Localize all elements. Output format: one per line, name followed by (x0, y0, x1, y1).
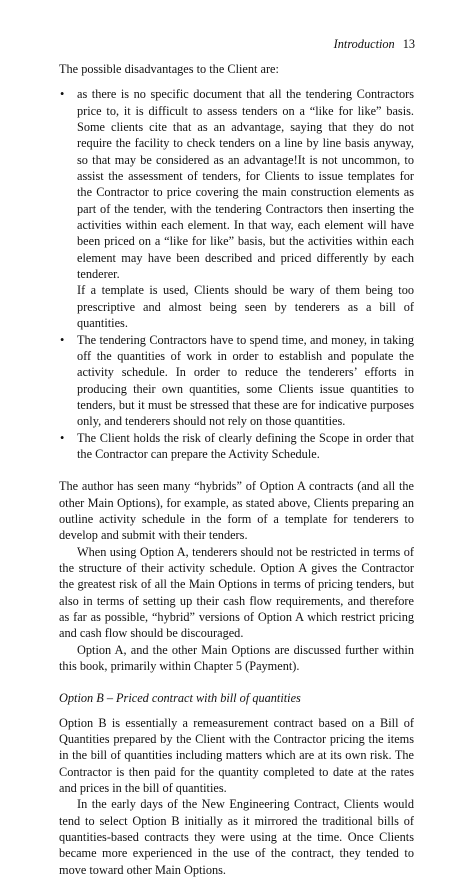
disadvantages-list (59, 86, 414, 462)
section-subheading: Option B – Priced contract with bill of quantities (59, 691, 301, 706)
bullet-icon: • (60, 332, 65, 347)
running-head-title: Introduction (333, 37, 395, 51)
list-item-text: as there is no specific document that all the tendering Contractors price to, it is difficult to assess tenders on a “like for like” basis. Some clients cite that as an advantage, saying that they do not require the facility to check tenders on a line by line basis anyway, so that may be considered as an advantage!It is not uncommon, to assist the assessment of tenders, for Clients to issue templates for the Contractor to price covering the main construction elements as part of the tender, with the tendering Contractors then inserting the activities within each element. In that way, each element will have been priced on a “like for like” basis, but the activities within each element may have been described and priced differently by each tenderer. (77, 87, 414, 282)
page-body (59, 61, 414, 878)
list-item-text: The Client holds the risk of clearly defining the Scope in order that the Contractor can prepare the Activity Schedule. (77, 430, 414, 461)
body-paragraph: Option B is essentially a remeasurement contract based on a Bill of Quantities prepared by the Client with the Contractor pricing the items in the bill of quantities including matters which are at its own risk. The Contractor is then paid for the quantity completed to date at the rates and prices in the bill of quantities. (59, 715, 414, 796)
option-b-discussion (59, 715, 414, 878)
page-number: 13 (402, 37, 415, 51)
body-paragraph: When using Option A, tenderers should not be restricted in terms of the structure of their activity schedule. Option A gives the Contractor the greatest risk of all the Main Options in terms of pricing tenders, but also in terms of setting up their cash flow requirements, and therefore as far as possible, “hybrid” versions of Option A which restrict pricing and cash flow should be discouraged. (59, 544, 414, 641)
list-item-text: The tendering Contractors have to spend time, and money, in taking off the quantities of work in order to establish and populate the activity schedule. In order to reduce the tenderers’ efforts in producing their own quantities, some Clients issue quantities to tenders, but it must be stressed that these are for indicative purposes only, and tenderers should not rely on those quantities. (77, 332, 414, 429)
list-item (59, 430, 414, 463)
list-item-note: If a template is used, Clients should be wary of them being too prescriptive and almost being seen by tenderers as a bill of quantities. (77, 283, 414, 331)
body-paragraph: In the early days of the New Engineering Contract, Clients would tend to select Option B initially as it mirrored the traditional bills of quantities-based contracts they were using at the time. Once Clients became more experienced in the use of the contract, they tended to move toward other Main Options. (59, 797, 414, 877)
option-a-discussion (59, 478, 414, 674)
list-item (59, 332, 414, 430)
bullet-icon: • (60, 430, 65, 445)
body-paragraph: Option A, and the other Main Options are discussed further within this book, primarily within Chapter 5 (Payment). (59, 642, 414, 674)
list-item (59, 86, 414, 331)
bullet-icon: • (60, 87, 65, 102)
intro-paragraph: The possible disadvantages to the Client are: (59, 62, 279, 76)
running-head (334, 37, 415, 51)
body-paragraph: The author has seen many “hybrids” of Option A contracts (and all the other Main Options), for example, as stated above, Clients preparing an outline activity schedule in the form of a template for tenderers to develop and submit with their tenders. (59, 479, 414, 543)
